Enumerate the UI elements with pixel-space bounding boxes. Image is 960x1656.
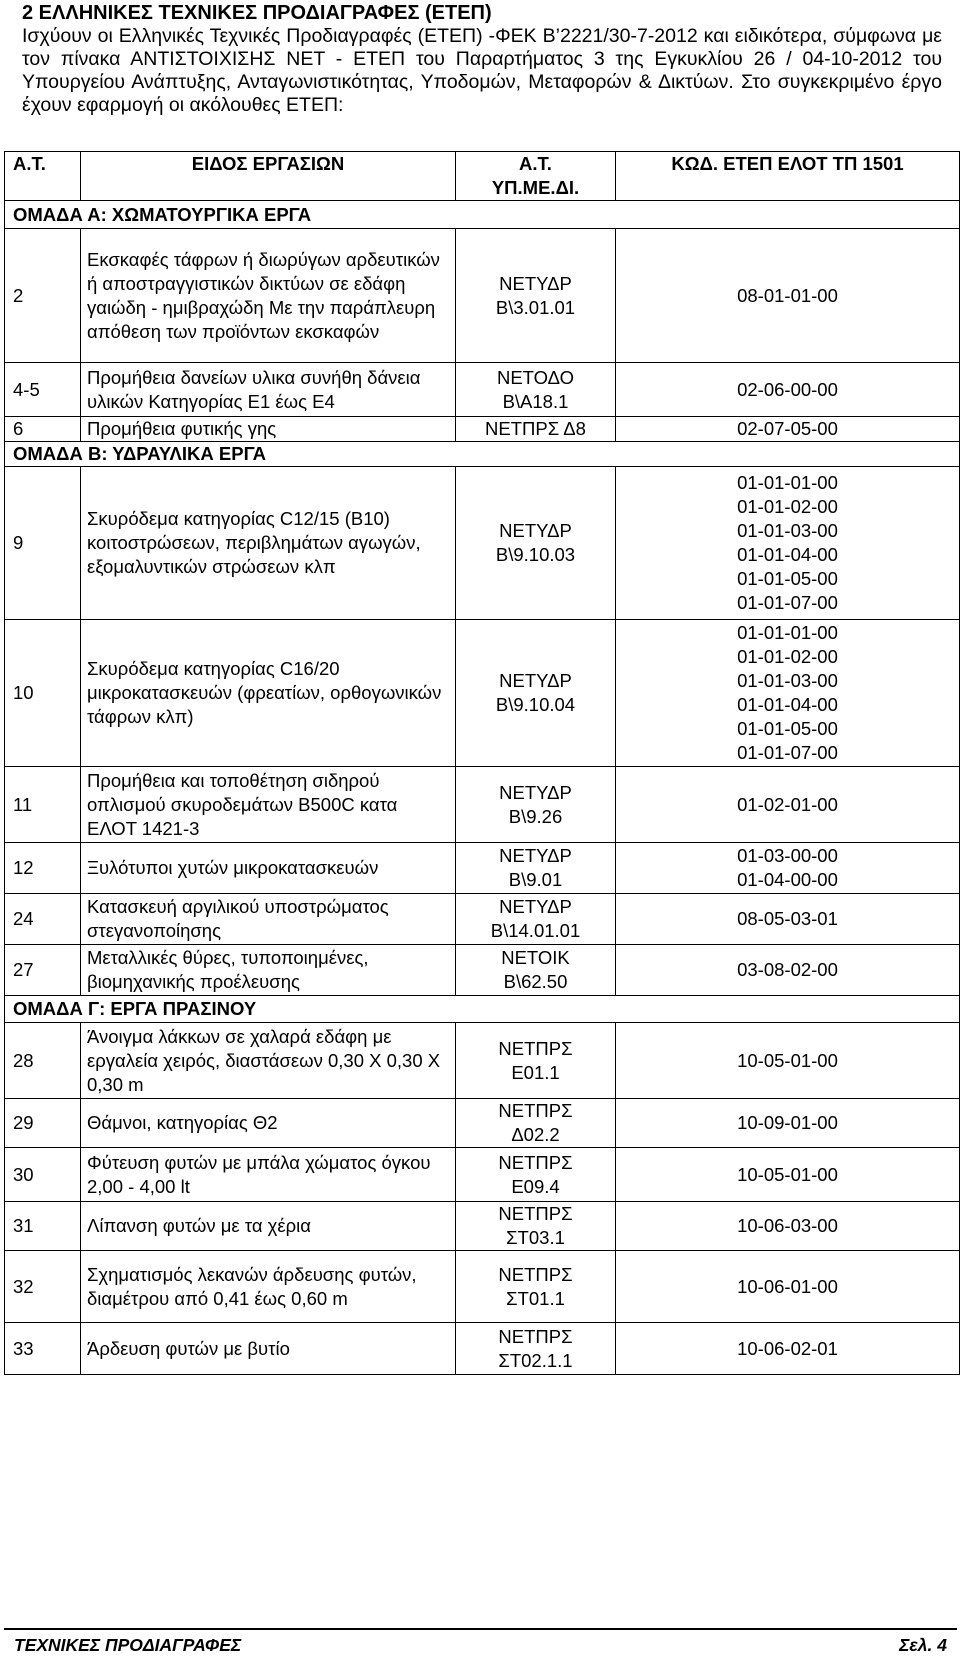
group-row: [5, 442, 960, 467]
net-reference: [456, 229, 616, 363]
etep-code: 10-06-01-00: [737, 1275, 838, 1297]
etep-code: 02-06-00-00: [737, 378, 838, 400]
item-number: 2: [5, 229, 81, 363]
etep-code: 10-05-01-00: [737, 1049, 838, 1071]
table-row: [5, 467, 960, 620]
table-row: [5, 417, 960, 442]
net-reference-line2: Β\9.10.03: [495, 544, 576, 565]
section-title: 2 ΕΛΛΗΝΙΚΕΣ ΤΕΧΝΙΚΕΣ ΠΡΟΔΙΑΓΡΑΦΕΣ (ΕΤΕΠ): [22, 2, 492, 24]
etep-codes: [616, 1202, 960, 1251]
table-row: [5, 363, 960, 417]
net-reference-line2: ΣΤ02.1.1: [498, 1349, 573, 1371]
net-reference-line2: Β\Α18.1: [502, 390, 569, 412]
net-reference-line2: ΣΤ01.1: [506, 1287, 565, 1309]
header-at: Α.Τ.: [5, 152, 81, 201]
net-reference: [456, 1099, 616, 1148]
net-reference-line1: ΝΕΤΟΔΟ: [496, 366, 575, 388]
net-reference-line2: Β\9.10.04: [495, 694, 576, 715]
item-number: 33: [5, 1323, 81, 1375]
etep-code: 01-01-02-00: [737, 646, 838, 667]
etep-codes: [616, 1251, 960, 1323]
group-label: ΟΜΑΔΑ Β: ΥΔΡΑΥΛΙΚΑ ΕΡΓΑ: [5, 442, 960, 467]
net-reference-line2: Β\3.01.01: [495, 296, 576, 318]
table-row: [5, 229, 960, 363]
net-reference-line1: ΝΕΤΥΔΡ: [499, 272, 572, 294]
net-reference: [456, 894, 616, 945]
table-row: [5, 1323, 960, 1375]
net-reference: [456, 620, 616, 767]
etep-codes: [616, 767, 960, 843]
page-number: Σελ. 4: [899, 1635, 947, 1655]
etep-codes: [616, 417, 960, 442]
work-description: Φύτευση φυτών με μπάλα χώματος όγκου 2,00 - 4,00 lt: [81, 1148, 456, 1202]
net-reference-line2: Ε09.4: [511, 1175, 560, 1197]
net-reference: [456, 417, 616, 442]
etep-codes: [616, 467, 960, 620]
net-reference-line1: ΝΕΤΠΡΣ Δ8: [485, 418, 586, 439]
item-number: 12: [5, 843, 81, 894]
work-description: Κατασκευή αργιλικού υποστρώματος στεγανοποίησης: [81, 894, 456, 945]
net-reference: [456, 843, 616, 894]
etep-codes: [616, 1023, 960, 1099]
etep-code: 01-04-00-00: [737, 869, 838, 890]
etep-code: 10-06-03-00: [737, 1215, 838, 1236]
etep-codes: [616, 1323, 960, 1375]
header-at-ypmedi: [456, 152, 616, 201]
etep-code: 10-09-01-00: [737, 1112, 838, 1133]
item-number: 24: [5, 894, 81, 945]
etep-codes: [616, 945, 960, 996]
page-heading: [22, 2, 942, 117]
group-row: [5, 201, 960, 229]
net-reference-line1: ΝΕΤΠΡΣ: [498, 1325, 573, 1347]
etep-table: [4, 151, 960, 1375]
net-reference: [456, 1323, 616, 1375]
etep-code: 01-01-05-00: [737, 568, 838, 589]
etep-code: 08-01-01-00: [737, 284, 838, 306]
net-reference-line2: Δ02.2: [511, 1124, 560, 1145]
etep-code: 02-07-05-00: [737, 418, 838, 439]
item-number: 9: [5, 467, 81, 620]
net-reference-line2: Ε01.1: [511, 1061, 560, 1083]
item-number: 4-5: [5, 363, 81, 417]
item-number: 32: [5, 1251, 81, 1323]
net-reference-line1: ΝΕΤΟΙΚ: [501, 947, 570, 968]
net-reference-line2: Β\9.26: [508, 805, 563, 827]
net-reference-line1: ΝΕΤΥΔΡ: [499, 781, 572, 803]
net-reference-line1: ΝΕΤΠΡΣ: [498, 1263, 573, 1285]
etep-codes: [616, 843, 960, 894]
table-row: [5, 620, 960, 767]
table-header-row: [5, 152, 960, 201]
net-reference-line2: Β\9.01: [508, 869, 563, 890]
etep-code: 01-01-07-00: [737, 592, 838, 613]
item-number: 10: [5, 620, 81, 767]
work-description: Λίπανση φυτών με τα χέρια: [81, 1202, 456, 1251]
net-reference: [456, 1148, 616, 1202]
etep-code: 01-01-04-00: [737, 544, 838, 565]
intro-paragraph: Ισχύουν οι Ελληνικές Τεχνικές Προδιαγραφές (ΕΤΕΠ) -ΦΕΚ Β’2221/30-7-2012 και ειδικότερα, σύμφωνα με τον πίνακα ΑΝΤΙΣΤΟΙΧΙΣΗΣ ΝΕΤ - ΕΤΕΠ του Παραρτήματος 3 της Εγκυκλίου 26 / 04-10-2012 του Υπουργείου Ανάπτυξης, Ανταγωνιστικότητας, Υποδομών, Μεταφορών & Δικτύων. Στο συγκεκριμένο έργο έχουν εφαρμογή οι ακόλουθες ΕΤΕΠ:: [22, 25, 942, 116]
table-row: [5, 894, 960, 945]
work-description: Εκσκαφές τάφρων ή διωρύγων αρδευτικών ή αποστραγγιστικών δικτύων σε εδάφη γαιώδη - ημιβραχώδη Με την παράπλευρη απόθεση των προϊόντων εκσκαφών: [81, 229, 456, 363]
work-description: Προμήθεια και τοποθέτηση σιδηρού οπλισμού σκυροδεμάτων B500C κατα ΕΛΟΤ 1421-3: [81, 767, 456, 843]
net-reference-line1: ΝΕΤΥΔΡ: [499, 520, 572, 541]
group-row: [5, 996, 960, 1023]
net-reference-line2: ΣΤ03.1: [506, 1227, 565, 1248]
work-description: Μεταλλικές θύρες, τυποποιημένες, βιομηχανικής προέλευσης: [81, 945, 456, 996]
header-at-ypmedi-line2: ΥΠ.ΜΕ.ΔΙ.: [491, 177, 580, 198]
net-reference-line1: ΝΕΤΠΡΣ: [498, 1151, 573, 1173]
etep-code: 01-01-03-00: [737, 670, 838, 691]
table-row: [5, 1099, 960, 1148]
etep-codes: [616, 363, 960, 417]
header-kod-etep: ΚΩΔ. ΕΤΕΠ ΕΛΟΤ ΤΠ 1501: [616, 152, 960, 201]
etep-code: 08-05-03-01: [737, 908, 838, 929]
net-reference: [456, 1251, 616, 1323]
item-number: 31: [5, 1202, 81, 1251]
table-row: [5, 1202, 960, 1251]
work-description: Προμήθεια φυτικής γης: [81, 417, 456, 442]
net-reference-line1: ΝΕΤΠΡΣ: [498, 1100, 573, 1121]
item-number: 29: [5, 1099, 81, 1148]
etep-codes: [616, 1148, 960, 1202]
etep-code: 10-06-02-01: [737, 1337, 838, 1359]
net-reference: [456, 767, 616, 843]
net-reference-line2: Β\62.50: [503, 971, 568, 992]
net-reference-line1: ΝΕΤΠΡΣ: [498, 1037, 573, 1059]
header-at-ypmedi-line1: Α.Τ.: [519, 153, 552, 174]
item-number: 30: [5, 1148, 81, 1202]
etep-code: 01-01-03-00: [737, 520, 838, 541]
table-row: [5, 767, 960, 843]
etep-codes: [616, 1099, 960, 1148]
etep-code: 10-05-01-00: [737, 1163, 838, 1185]
table-row: [5, 843, 960, 894]
etep-codes: [616, 620, 960, 767]
etep-code: 01-01-05-00: [737, 718, 838, 739]
page-footer: [4, 1628, 957, 1655]
etep-codes: [616, 894, 960, 945]
work-description: Ξυλότυποι χυτών μικροκατασκευών: [81, 843, 456, 894]
net-reference: [456, 363, 616, 417]
net-reference-line1: ΝΕΤΥΔΡ: [499, 896, 572, 917]
etep-code: 01-02-01-00: [737, 793, 838, 815]
work-description: Άρδευση φυτών με βυτίο: [81, 1323, 456, 1375]
net-reference-line2: Β\14.01.01: [490, 920, 581, 941]
item-number: 11: [5, 767, 81, 843]
net-reference-line1: ΝΕΤΥΔΡ: [499, 845, 572, 866]
work-description: Άνοιγμα λάκκων σε χαλαρά εδάφη με εργαλεία χειρός, διαστάσεων 0,30 Χ 0,30 Χ 0,30 m: [81, 1023, 456, 1099]
item-number: 27: [5, 945, 81, 996]
work-description: Σχηματισμός λεκανών άρδευσης φυτών, διαμέτρου από 0,41 έως 0,60 m: [81, 1251, 456, 1323]
table-row: [5, 1251, 960, 1323]
work-description: Σκυρόδεμα κατηγορίας C12/15 (B10) κοιτοστρώσεων, περιβλημάτων αγωγών, εξομαλυντικών στρώσεων κλπ: [81, 467, 456, 620]
net-reference-line1: ΝΕΤΥΔΡ: [499, 670, 572, 691]
work-description: Θάμνοι, κατηγορίας Θ2: [81, 1099, 456, 1148]
item-number: 6: [5, 417, 81, 442]
table-row: [5, 1023, 960, 1099]
etep-code: 01-01-01-00: [737, 472, 838, 493]
net-reference: [456, 1023, 616, 1099]
net-reference: [456, 467, 616, 620]
etep-code: 01-01-07-00: [737, 742, 838, 763]
net-reference: [456, 945, 616, 996]
work-description: Προμήθεια δανείων υλικα συνήθη δάνεια υλικών Κατηγορίας Ε1 έως Ε4: [81, 363, 456, 417]
table-row: [5, 945, 960, 996]
etep-code: 01-03-00-00: [737, 845, 838, 866]
net-reference-line1: ΝΕΤΠΡΣ: [498, 1203, 573, 1224]
group-label: ΟΜΑΔΑ Γ: ΕΡΓΑ ΠΡΑΣΙΝΟΥ: [5, 996, 960, 1023]
etep-code: 03-08-02-00: [737, 959, 838, 980]
footer-title: ΤΕΧΝΙΚΕΣ ΠΡΟΔΙΑΓΡΑΦΕΣ: [14, 1635, 242, 1655]
item-number: 28: [5, 1023, 81, 1099]
group-label: ΟΜΑΔΑ Α: ΧΩΜΑΤΟΥΡΓΙΚΑ ΕΡΓΑ: [5, 201, 960, 229]
header-eidos: ΕΙΔΟΣ ΕΡΓΑΣΙΩΝ: [81, 152, 456, 201]
work-description: Σκυρόδεμα κατηγορίας C16/20 μικροκατασκευών (φρεατίων, ορθογωνικών τάφρων κλπ): [81, 620, 456, 767]
etep-code: 01-01-01-00: [737, 622, 838, 643]
etep-code: 01-01-04-00: [737, 694, 838, 715]
table-row: [5, 1148, 960, 1202]
etep-code: 01-01-02-00: [737, 496, 838, 517]
net-reference: [456, 1202, 616, 1251]
etep-codes: [616, 229, 960, 363]
